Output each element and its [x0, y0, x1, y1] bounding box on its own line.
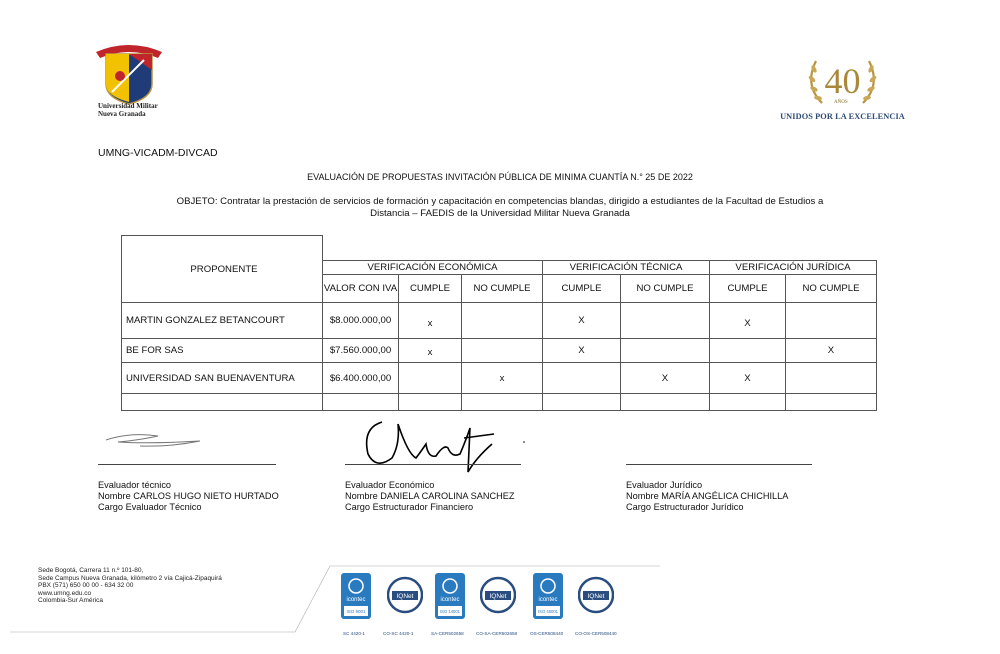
signature-block-juridico: Evaluador Jurídico Nombre MARÍA ANGÉLICA CHICHILLA Cargo Estructurador Jurídico [626, 480, 789, 512]
signature-line-economico [345, 464, 521, 465]
svg-text:IQNet: IQNet [587, 593, 605, 600]
header-verificacion-economica: VERIFICACIÓN ECONÓMICA [323, 261, 543, 275]
document-objeto: OBJETO: Contratar la prestación de servicios de formación y capacitación en competencias blandas, dirigido a estudiantes de la Facultad de Estudios a Distancia – FAEDIS de la Universidad Militar Nueva Granada [176, 196, 824, 219]
table-row: UNIVERSIDAD SAN BUENAVENTURA $6.400.000,00 x X X [122, 363, 877, 394]
svg-text:icontec: icontec [538, 597, 558, 603]
anniversary-motto: UNIDOS POR LA EXCELENCIA [780, 112, 905, 121]
header-verificacion-tecnica: VERIFICACIÓN TÉCNICA [543, 261, 710, 275]
svg-text:IQNet: IQNet [489, 593, 507, 600]
cert-code: SA-CER502658 [431, 631, 464, 636]
anniversary-number: 40 [824, 61, 861, 101]
svg-text:IQNet: IQNet [396, 593, 414, 600]
cert-code: OS-CER508440 [530, 631, 564, 636]
header-jur-no-cumple: NO CUMPLE [786, 275, 877, 303]
icontec-iso9001-icon [341, 573, 371, 619]
header-eco-cumple: CUMPLE [399, 275, 462, 303]
signature-line-tecnico [98, 464, 276, 465]
anniversary-sub: AÑOS [834, 100, 848, 105]
certification-logos [337, 573, 637, 643]
footer-address: Sede Bogotá, Carrera 11 n.º 101-80, Sede Campus Nueva Granada, kilómetro 2 vía Cajicá-Zipaquirá PBX (571) 650 00 00 - 634 32 00 www.umng.edu.co Colombia-Sur América [38, 567, 222, 604]
iqnet-certification-icon [480, 573, 516, 619]
icontec-iso14001-icon [435, 573, 465, 619]
header-eco-no-cumple: NO CUMPLE [462, 275, 543, 303]
header-proponente: PROPONENTE [122, 236, 323, 303]
header-tec-no-cumple: NO CUMPLE [621, 275, 710, 303]
table-row: BE FOR SAS $7.560.000,00 x X X [122, 339, 877, 363]
svg-text:ISO 9001: ISO 9001 [346, 609, 366, 614]
anniversary-logo [770, 55, 915, 125]
signature-block-tecnico: Evaluador técnico Nombre CARLOS HUGO NIETO HURTADO Cargo Evaluador Técnico [98, 480, 279, 512]
document-code: UMNG-VICADM-DIVCAD [98, 147, 218, 159]
header-valor-con-iva: VALOR CON IVA [323, 275, 399, 303]
university-name: Universidad Militar Nueva Granada [98, 102, 158, 118]
signature-line-juridico [626, 464, 812, 465]
iqnet-certification-icon [578, 573, 614, 619]
cert-code: CO-SA-CER502658 [476, 631, 518, 636]
signature-block-economico: Evaluador Económico Nombre DANIELA CAROLINA SANCHEZ Cargo Estructurador Financiero [345, 480, 515, 512]
iqnet-certification-icon [387, 573, 423, 619]
cert-code: CO-OS-CER508440 [575, 631, 617, 636]
svg-text:icontec: icontec [346, 597, 366, 603]
cert-code: SC 4420-1 [343, 631, 365, 636]
evaluation-table [121, 235, 877, 411]
cert-code: CO-SC 4420-1 [383, 631, 414, 636]
header-jur-cumple: CUMPLE [710, 275, 786, 303]
signature-economico [352, 414, 532, 476]
table-row [122, 394, 877, 411]
svg-text:ISO 14001: ISO 14001 [439, 609, 461, 614]
document-title: EVALUACIÓN DE PROPUESTAS INVITACIÓN PÚBLICA DE MINIMA CUANTÍA N.° 25 DE 2022 [307, 172, 693, 182]
svg-text:ISO 45001: ISO 45001 [537, 609, 559, 614]
header-tec-cumple: CUMPLE [543, 275, 621, 303]
svg-text:icontec: icontec [440, 597, 460, 603]
icontec-iso45001-icon [533, 573, 563, 619]
table-row: MARTIN GONZALEZ BETANCOURT $8.000.000,00 x X X [122, 303, 877, 339]
signature-tecnico [100, 428, 210, 452]
header-verificacion-juridica: VERIFICACIÓN JURÍDICA [710, 261, 877, 275]
